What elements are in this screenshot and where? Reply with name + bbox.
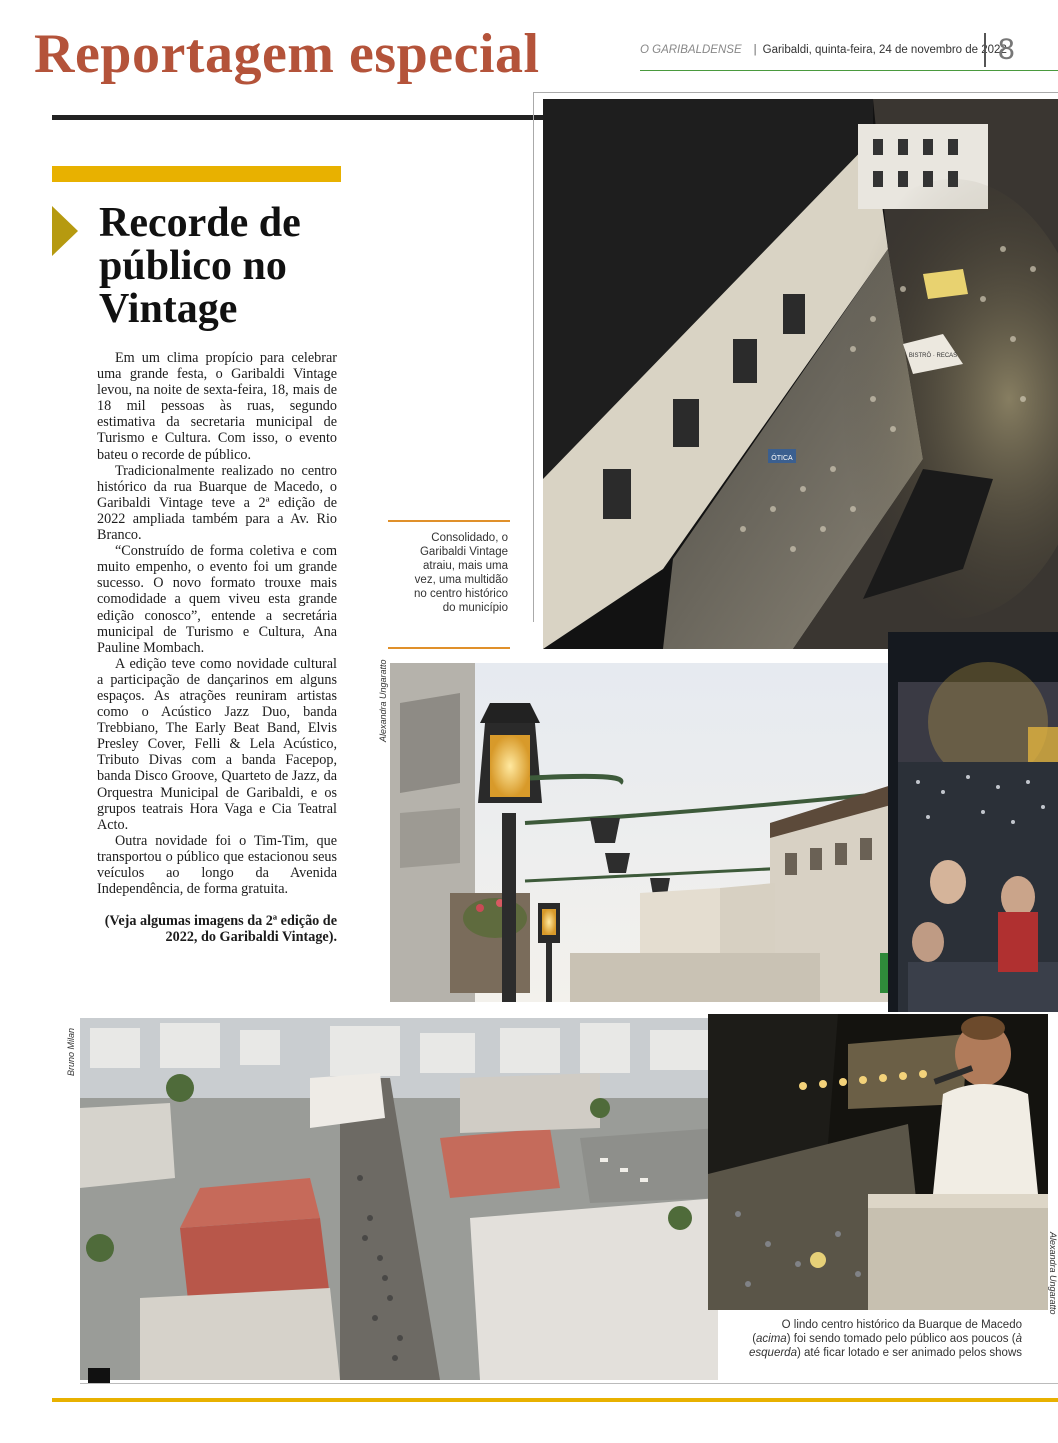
caption-top: Consolidado, o Garibaldi Vintage atraiu, mais uma vez, uma multidão no centro histórico do município — [414, 532, 508, 614]
dateline: Garibaldi, quinta-feira, 24 de novembro de 2022 — [762, 44, 1007, 56]
photo-note: (Veja algumas imagens da 2ª edição de 2022, do Garibaldi Vintage). — [104, 913, 337, 946]
photo-street-lamps — [390, 663, 898, 1002]
photo-credit: Bruno Milan — [66, 1027, 76, 1076]
caption-bottom: O lindo centro histórico da Buarque de Macedo (acima) foi sendo tomado pelo público aos poucos (à esquerda) até ficar lotado e ser animado pelos shows — [749, 1319, 1022, 1359]
header-rule — [640, 70, 1058, 71]
black-marker — [88, 1368, 110, 1384]
singer-illustration — [708, 1014, 1048, 1310]
paragraph: Outra novidade foi o Tim-Tim, que transportou o público que estacionou seus veículos ao longo da Avenida Independência, de forma gratuita. — [97, 832, 337, 898]
aerial-city-illustration — [80, 1018, 718, 1380]
arrow-marker-icon — [52, 206, 78, 256]
paragraph: A edição teve como novidade cultural a participação de dançarinos em alguns espaços. As atrações reuniram artistas como o Acústico Jazz Duo, banda Trebbiano, The Early Beat Band, Elvis Presley Cover, Felli & Lela Acústico, Tributo Divas com a banda Facepop, banda Disco Groove, Quarteto de Jazz, da Orquestra Municipal de Garibaldi, e os grupos teatrais Hora Vaga e Cia Teatral Acto. — [97, 655, 337, 833]
yellow-accent-bar — [52, 166, 341, 182]
section-title: Reportagem especial — [34, 23, 540, 85]
publication-name: O GARIBALDENSE — [640, 44, 742, 56]
street-lamps-illustration — [390, 663, 898, 1002]
otica-sign: ÓTICA — [771, 455, 793, 462]
paragraph: Tradicionalmente realizado no centro histórico da rua Buarque de Macedo, o Garibaldi Vintage teve a 2ª edição de 2022 ampliada também para a Av. Rio Branco. — [97, 462, 337, 544]
photo-crowd-concert — [888, 632, 1058, 1012]
header-dateline — [640, 44, 1007, 56]
article-headline: Recorde de público no Vintage — [99, 200, 301, 332]
bistro-sign: BISTRÔ · RECAS — [908, 353, 958, 359]
bottom-thin-rule — [80, 1383, 1058, 1384]
night-street-illustration — [543, 99, 1058, 649]
photo-singer-balcony — [708, 1014, 1048, 1310]
photo-aerial-city — [80, 1018, 718, 1380]
header-separator: | — [753, 44, 757, 56]
photo-credit: Alexandra Ungaratto — [378, 659, 388, 742]
article-body — [97, 350, 337, 945]
caption-rule — [388, 647, 510, 649]
page-number: 8 — [984, 33, 1015, 67]
bottom-yellow-rule — [52, 1398, 1058, 1402]
caption-rule — [388, 520, 510, 522]
crowd-illustration — [888, 632, 1058, 1012]
paragraph: Em um clima propício para celebrar uma grande festa, o Garibaldi Vintage levou, na noite de sexta-feira, 18, mais de 18 mil pessoas às ruas, segundo estimativa da secretaria municipal de Turismo e Cultura. Com isso, o evento bateu o recorde de público. — [97, 350, 337, 463]
photo-frame-line — [533, 92, 534, 622]
photo-frame-line — [533, 92, 1058, 93]
photo-credit: Alexandra Ungaratto — [1048, 1232, 1058, 1315]
paragraph: “Construído de forma coletiva e com muito empenho, o evento foi um grande sucesso. O novo formato trouxe mais comodidade a quem viveu esta grande edição conosco”, entende a secretária municipal de Turismo e Cultura, Ana Pauline Mombach. — [97, 543, 337, 656]
top-rule — [52, 115, 546, 120]
photo-night-street-aerial — [543, 99, 1058, 649]
